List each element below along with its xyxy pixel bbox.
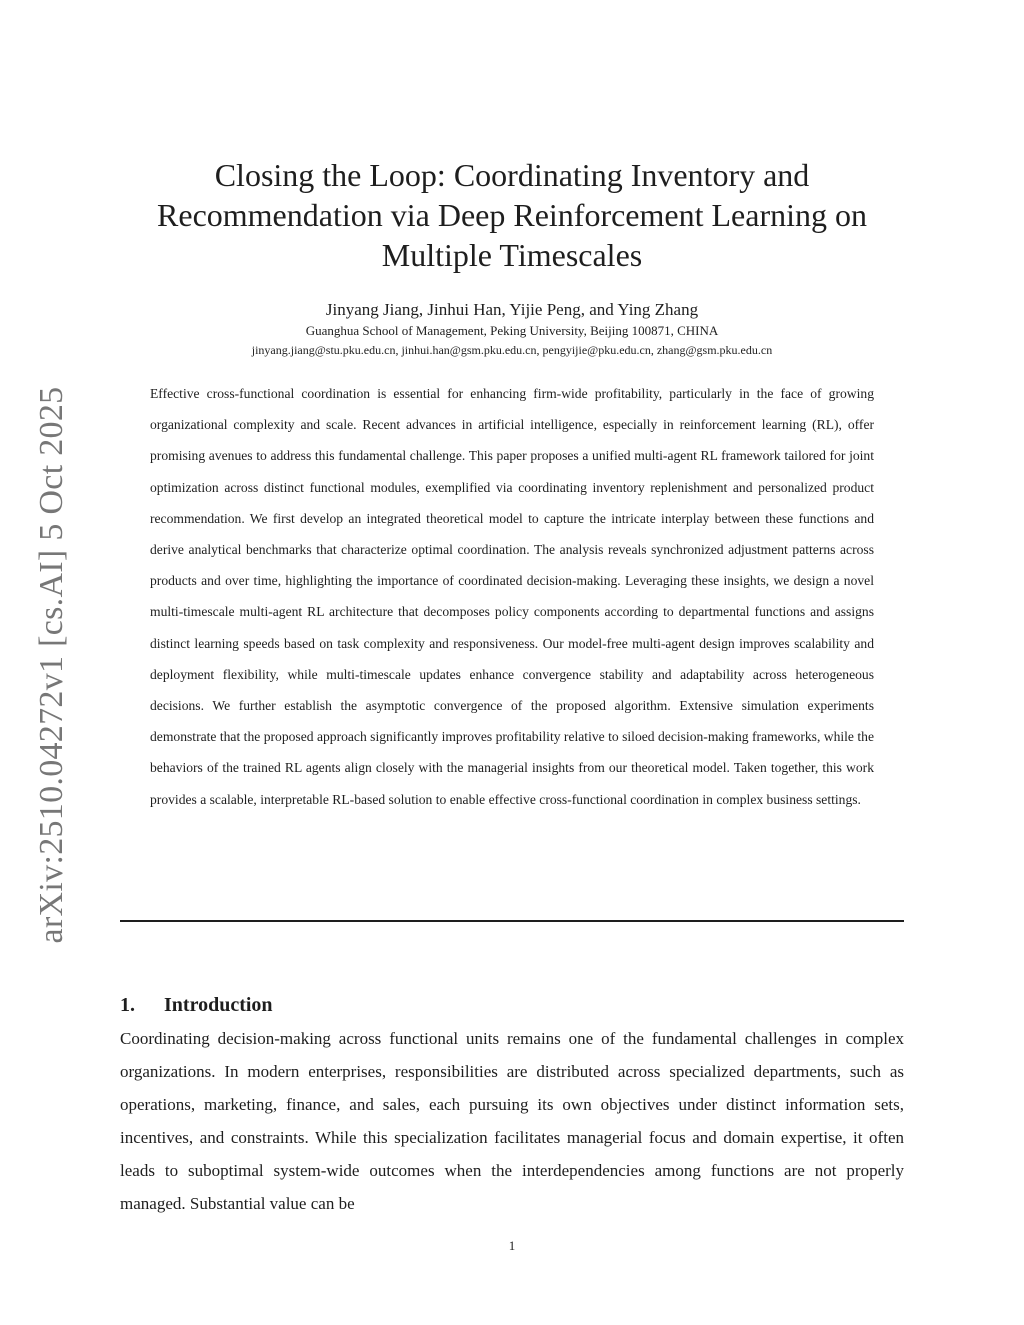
arxiv-side-stamp [8,385,70,945]
abstract-text: Effective cross-functional coordination is essential for enhancing firm-wide profitability, particularly in the face of growing organizational complexity and scale. Recent advances in artificial intelligence, especially in reinforcement learning (RL), offer promising avenues to address this fundamental challenge. This paper proposes a unified multi-agent RL framework tailored for joint optimization across distinct functional modules, exemplified via coordinating inventory replenishment and personalized product recommendation. We first develop an integrated theoretical model to capture the intricate interplay between these functions and derive analytical benchmarks that characterize optimal coordination. The analysis reveals synchronized adjustment patterns across products and over time, highlighting the importance of coordinated decision-making. Leveraging these insights, we design a novel multi-timescale multi-agent RL architecture that decomposes policy components according to departmental functions and assigns distinct learning speeds based on task complexity and responsiveness. Our model-free multi-agent design improves scalability and deployment flexibility, while multi-timescale updates enhance convergence stability and adaptability across heterogeneous decisions. We further establish the asymptotic convergence of the proposed algorithm. Extensive simulation experiments demonstrate that the proposed approach significantly improves profitability relative to siloed decision-making frameworks, while the behaviors of the trained RL agents align closely with the managerial insights from our theoretical model. Taken together, this work provides a scalable, interpretable RL-based solution to enable effective cross-functional coordination in complex business settings. [150,386,874,807]
section-heading [120,992,273,1018]
author-affiliation: Guanghua School of Management, Peking University, Beijing 100871, CHINA [305,323,719,338]
author-emails: jinyang.jiang@stu.pku.edu.cn, jinhui.han@gsm.pku.edu.cn, pengyijie@pku.edu.cn, zhang@gsm.pku.edu.cn [251,343,773,357]
section-title: Introduction [164,994,273,1016]
introduction-paragraph: Coordinating decision-making across functional units remains one of the fundamental challenges in complex organizations. In modern enterprises, responsibilities are distributed across specialized departments, such as operations, marketing, finance, and sales, each pursuing its own objectives under distinct information sets, incentives, and constraints. While this specialization facilitates managerial focus and domain expertise, it often leads to suboptimal system-wide outcomes when the interdependencies among functions are not properly managed. Substantial value can be [120,1029,904,1213]
page-number: 1 [508,1238,516,1253]
paper-title: Closing the Loop: Coordinating Inventory and Recommendation via Deep Reinforcement Learning on Multiple Timescales [157,157,867,273]
section-number: 1. [120,994,135,1016]
abstract-divider [120,920,904,922]
author-list: Jinyang Jiang, Jinhui Han, Yijie Peng, and Ying Zhang [325,300,699,319]
arxiv-identifier: arXiv:2510.04272v1 [cs.AI] 5 Oct 2025 [33,386,70,944]
